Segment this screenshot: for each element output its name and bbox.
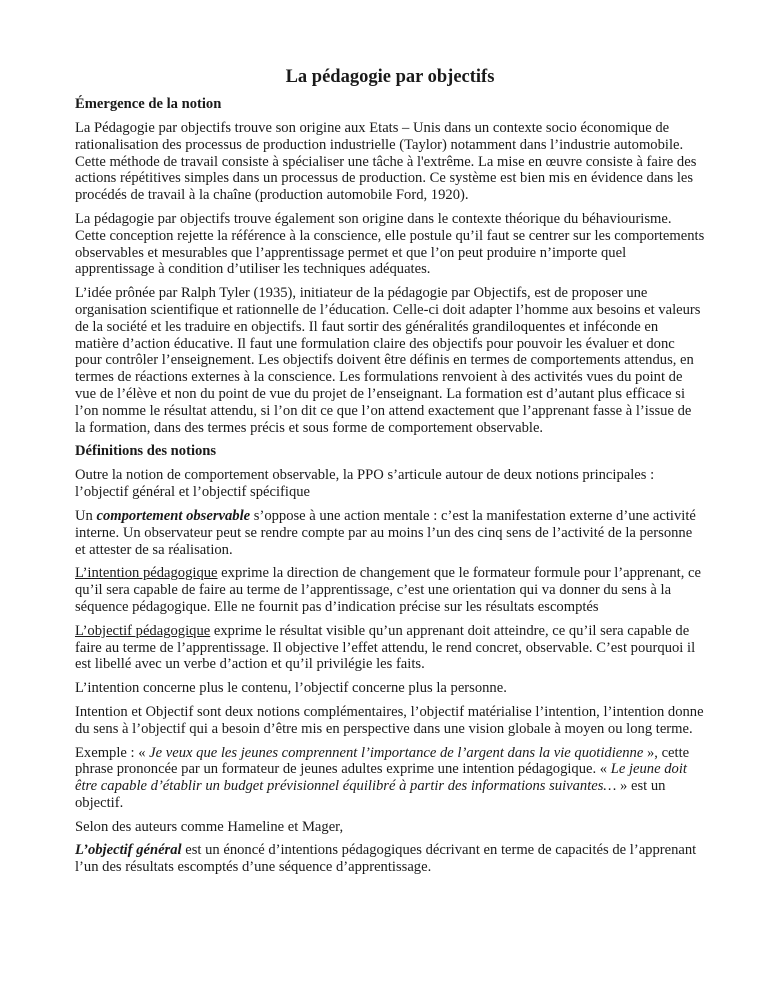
paragraph-auteurs: Selon des auteurs comme Hameline et Mager, bbox=[75, 818, 344, 835]
text-definition: s’oppose à une action mentale : c’est la manifestation externe d’une activité interne. Un observateur peut se rendre compte par au moins l’un des cinq sens de l’activité de la personne et attester de sa réalisation. bbox=[75, 507, 696, 558]
term-comportement-observable: comportement observable bbox=[96, 507, 251, 524]
paragraph-intention-pedagogique bbox=[75, 565, 705, 615]
paragraph-comportement-observable bbox=[75, 508, 705, 558]
paragraph-origine-taylor: La Pédagogie par objectifs trouve son origine aux Etats – Unis dans un contexte socio économique de rationalisation des processus de production industrielle (Taylor) notamment dans l’industrie automobile. Cette méthode de travail consiste à spécialiser une tâche à l'extrême. La mise en œuvre consiste à faire des actions répétitives simples dans un processus de production. Ce système est bien mis en évidence dans les procédés de travail à la chaîne (production automobile Ford, 1920). bbox=[75, 120, 697, 204]
quote-intention: Je veux que les jeunes comprennent l’importance de l’argent dans la vie quotidienne bbox=[149, 744, 644, 761]
quote-objectif: Le jeune doit être capable d’établir un budget prévisionnel équilibré à partir des informations suivantes… bbox=[75, 761, 687, 795]
paragraph-objectif-general bbox=[75, 842, 705, 876]
paragraph-behaviourisme: La pédagogie par objectifs trouve également son origine dans le contexte théorique du béhaviourisme. Cette conception rejette la référence à la conscience, elle postule qu’il faut se centrer sur les comportements observables et mesurables que l’apprentissage permet et que l’on peut produire n’importe quel apprentissage à condition d’utiliser les techniques adéquates. bbox=[75, 210, 705, 278]
text-mid: », cette phrase prononcée par un formateur de jeunes adultes exprime une intention pédagogique. « bbox=[75, 744, 690, 778]
text-tail: » est un objectif. bbox=[75, 778, 666, 811]
text-definition: exprime le résultat visible qu’un apprenant doit atteindre, ce qu’il sera capable de faire au terme de l’apprentissage. Il objective l’effet attendu, le rend concret, observable. C’est pourquoi il est libellé avec un verbe d’action et qu’il privilégie les faits. bbox=[75, 622, 696, 673]
term-intention-pedagogique: L’intention pédagogique bbox=[75, 565, 218, 582]
paragraph-ralph-tyler: L’idée prônée par Ralph Tyler (1935), initiateur de la pédagogie par Objectifs, est de proposer une organisation scientifique et rationnelle de l’éducation. Celle-ci doit adapter l’homme aux besoins et valeurs de la société et les traduire en objectifs. Il faut sortir des généralités grandiloquentes et inféconde en matière d’action éducative. Il faut une formulation claire des objectifs pour pouvoir les évaluer et donc pour contrôler l’enseignement. Les objectifs doivent être définis en termes de comportements attendus, en termes de réactions externes à la conscience. Les formulations renvoient à des activités vues du point de vue de l’élève et non du point de vue du projet de l’enseignant. La formation est d’autant plus efficace si l’on nomme le résultat attendu, si l’on dit ce que l’on attend exactement que l’apprenant fasse à l’issue de la formation, dans des termes précis et sous forme de comportement observable. bbox=[75, 285, 701, 436]
section-heading-definitions: Définitions des notions bbox=[75, 443, 217, 460]
term-objectif-general: L’objectif général bbox=[75, 842, 182, 859]
section-heading-emergence: Émergence de la notion bbox=[75, 96, 222, 112]
paragraph-objectif-pedagogique bbox=[75, 623, 705, 673]
paragraph-intro-ppo: Outre la notion de comportement observable, la PPO s’articule autour de deux notions principales : l’objectif général et l’objectif spécifique bbox=[75, 467, 655, 501]
document-title: La pédagogie par objectifs bbox=[285, 67, 495, 87]
paragraph-contenu-personne: L’intention concerne plus le contenu, l’objectif concerne plus la personne. bbox=[75, 680, 507, 697]
paragraph-exemple bbox=[75, 745, 705, 812]
term-objectif-pedagogique: L’objectif pédagogique bbox=[75, 622, 211, 639]
text-definition: est un énoncé d’intentions pédagogiques décrivant en terme de capacités de l’apprenant l’un des résultats escomptés d’une séquence d’apprentissage. bbox=[75, 842, 697, 876]
text-definition: exprime la direction de changement que le formateur formule pour l’apprenant, ce qu’il sera capable de faire au terme de l’apprentissage, c’est une orientation qui va donner du sens à la séquence pédagogique. Elle ne fournit pas d’indication précise sur les résultats escomptés bbox=[75, 565, 701, 615]
text-lead: Exemple : « bbox=[75, 744, 150, 761]
text-pre: Un bbox=[75, 507, 97, 524]
document-page bbox=[75, 66, 705, 883]
paragraph-complementaires: Intention et Objectif sont deux notions complémentaires, l’objectif matérialise l’intention, l’intention donne du sens à l’objectif qui a besoin d’être mis en perspective dans une vision globale à moyen ou long terme. bbox=[75, 703, 704, 737]
